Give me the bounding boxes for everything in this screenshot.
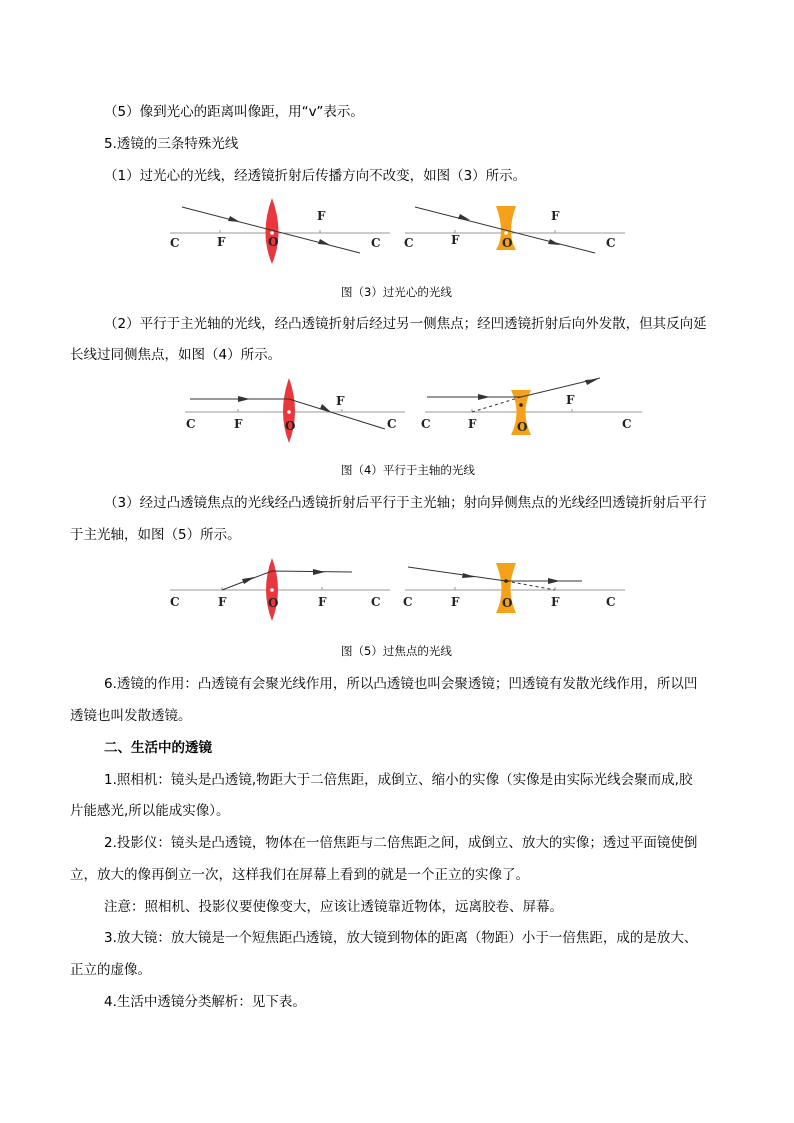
text-line-camera: 1.照相机：镜头是凸透镜,物距大于二倍焦距，成倒立、缩小的实像（实像是由实际光线会聚而成,胶: [104, 772, 693, 788]
figure-4-caption: 图（4）平行于主轴的光线: [341, 463, 475, 477]
label-c: C: [421, 417, 431, 431]
figure-3-left-convex: [170, 198, 390, 264]
label-f: F: [217, 235, 226, 249]
text-line-projector: 2.投影仪：镜头是凸透镜，物体在一倍焦距与二倍焦距之间，成倒立、放大的实像；透过平面镜使倒: [104, 835, 698, 851]
label-f: F: [451, 233, 460, 247]
arrow-icon: [318, 239, 330, 245]
section-heading-special-rays: 5.透镜的三条特殊光线: [104, 136, 239, 152]
arrow-icon: [228, 216, 240, 222]
label-c: C: [622, 417, 632, 431]
label-o: O: [502, 236, 513, 250]
figure-3-right-concave: [404, 206, 625, 253]
extension-line: [506, 581, 555, 590]
label-f: F: [566, 393, 575, 407]
label-c: C: [186, 417, 196, 431]
figure-3-caption: 图（3）过光心的光线: [341, 285, 452, 299]
arrow-icon: [585, 379, 598, 385]
label-o: O: [268, 596, 279, 610]
label-f: F: [336, 394, 345, 408]
figure-4-parallel-rays: [180, 375, 650, 445]
arrow-icon: [313, 569, 325, 575]
label-f: F: [468, 417, 477, 431]
figure-5-caption: 图（5）过焦点的光线: [341, 644, 452, 658]
text-line-projector-cont: 立，放大的像再倒立一次，这样我们在屏幕上看到的就是一个正立的实像了。: [70, 867, 529, 883]
label-f: F: [234, 417, 243, 431]
label-o: O: [268, 235, 279, 249]
label-f: F: [551, 209, 560, 223]
arrow-icon: [242, 577, 255, 584]
figure-5-left-convex: [170, 558, 390, 621]
text-line-parallel-rays: （2）平行于主光轴的光线，经凸透镜折射后经过另一侧焦点；经凹透镜折射后向外发散，但其反向延: [104, 316, 707, 332]
figure-5-right-concave: [403, 563, 625, 613]
label-c: C: [170, 595, 180, 609]
text-line-focus-rays-cont: 于主光轴，如图（5）所示。: [70, 527, 241, 543]
label-f: F: [317, 209, 326, 223]
text-line-magnifier-cont: 正立的虚像。: [70, 962, 151, 978]
arrow-icon: [462, 573, 475, 578]
label-c: C: [170, 236, 180, 250]
label-f: F: [451, 595, 460, 609]
label-c: C: [404, 236, 414, 250]
label-f: F: [551, 595, 560, 609]
label-c: C: [387, 417, 397, 431]
label-o: O: [502, 596, 513, 610]
text-line-focus-rays: （3）经过凸透镜焦点的光线经凸透镜折射后平行于主光轴；射向异侧焦点的光线经凹透镜折射后平行: [104, 495, 707, 511]
label-c: C: [371, 236, 381, 250]
figure-3-optical-center-rays: [165, 198, 635, 268]
section-heading-lenses-in-life: 二、生活中的透镜: [104, 740, 212, 756]
figure-4-left-convex: [185, 378, 405, 443]
figure-5-focus-rays: [165, 555, 635, 625]
label-f: F: [218, 595, 227, 609]
arrow-icon: [458, 214, 470, 220]
label-o: O: [517, 420, 528, 434]
label-c: C: [371, 595, 381, 609]
label-f: F: [318, 595, 327, 609]
text-line-parallel-rays-cont: 长线过同侧焦点，如图（4）所示。: [70, 347, 282, 363]
arrow-icon: [548, 239, 560, 245]
label-o: O: [285, 419, 296, 433]
arrow-icon: [238, 396, 250, 402]
text-line-image-distance: （5）像到光心的距离叫像距，用“v”表示。: [104, 104, 364, 120]
text-line-lens-function-cont: 透镜也叫发散透镜。: [70, 708, 192, 724]
label-c: C: [606, 236, 616, 250]
arrow-icon: [478, 394, 490, 400]
text-line-note: 注意：照相机、投影仪要使像变大，应该让透镜靠近物体，远离胶卷、屏幕。: [104, 899, 563, 915]
text-line-camera-cont: 片能感光,所以能成实像）。: [70, 803, 230, 819]
text-line-magnifier: 3.放大镜：放大镜是一个短焦距凸透镜，放大镜到物体的距离（物距）小于一倍焦距，成的是放大、: [104, 930, 698, 946]
figure-4-right-concave: [421, 378, 642, 435]
label-c: C: [606, 595, 616, 609]
arrow-icon: [548, 578, 560, 584]
text-line-classification: 4.生活中透镜分类解析：见下表。: [104, 994, 306, 1010]
label-c: C: [403, 595, 413, 609]
light-ray: [408, 567, 582, 581]
light-ray: [222, 571, 352, 590]
text-line-optical-center-ray: （1）过光心的光线，经透镜折射后传播方向不改变，如图（3）所示。: [104, 168, 527, 184]
text-line-lens-function: 6.透镜的作用：凸透镜有会聚光线作用，所以凸透镜也叫会聚透镜；凹透镜有发散光线作用，所以凹: [104, 676, 698, 692]
